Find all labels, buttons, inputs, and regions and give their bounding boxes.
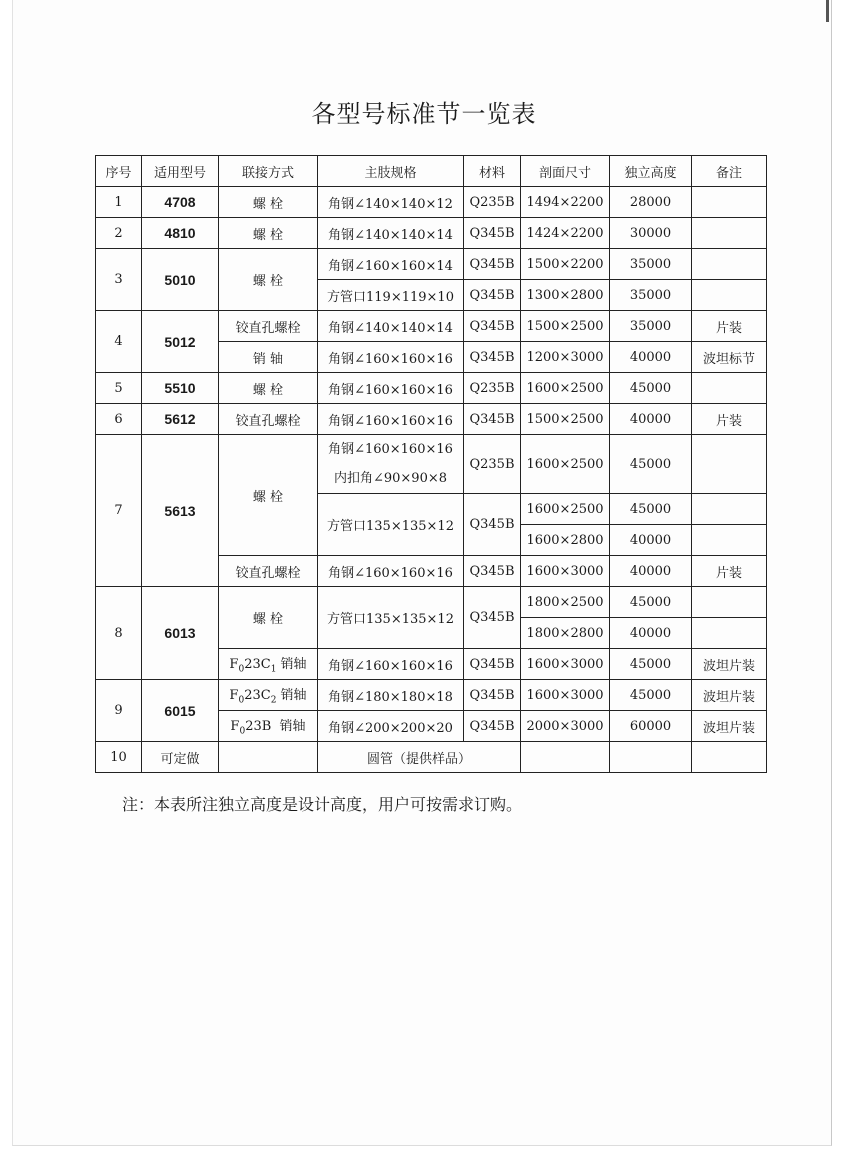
table-row <box>96 587 767 618</box>
cell-remark <box>692 249 767 280</box>
cell-connection: 铰直孔螺栓 <box>219 556 318 587</box>
cell-no: 8 <box>96 587 142 680</box>
cell-section: 1600×3000 <box>521 556 610 587</box>
cell-material: Q235B <box>464 373 521 404</box>
cell-main-spec: 角钢∠160×160×16 <box>318 404 464 435</box>
cell-main-spec: 角钢∠140×140×14 <box>318 218 464 249</box>
cell-section <box>521 742 610 773</box>
cell-remark <box>692 280 767 311</box>
cell-height: 45000 <box>610 435 692 494</box>
cell-height: 45000 <box>610 649 692 680</box>
header-section: 剖面尺寸 <box>521 156 610 187</box>
cell-connection: 螺 栓 <box>219 187 318 218</box>
table-row <box>96 187 767 218</box>
main-spec-line: 内扣角∠90×90×8 <box>333 471 448 486</box>
cell-section: 1800×2800 <box>521 618 610 649</box>
header-main-spec: 主肢规格 <box>318 156 464 187</box>
cell-material: Q345B <box>464 342 521 373</box>
cell-height: 35000 <box>610 249 692 280</box>
cell-main-spec: 角钢∠140×140×12 <box>318 187 464 218</box>
cell-remark <box>692 373 767 404</box>
cell-height: 40000 <box>610 404 692 435</box>
cell-section: 1800×2500 <box>521 587 610 618</box>
conn-text: 23C <box>244 657 271 673</box>
cell-remark <box>692 618 767 649</box>
cell-remark: 波坦标节 <box>692 342 767 373</box>
cell-height: 40000 <box>610 525 692 556</box>
cell-remark: 波坦片装 <box>692 680 767 711</box>
main-spec-line: 角钢∠160×160×16 <box>328 442 453 457</box>
cell-material: Q345B <box>464 311 521 342</box>
cell-section: 1500×2500 <box>521 311 610 342</box>
cell-main-spec: 角钢∠200×200×20 <box>318 711 464 742</box>
cell-height: 45000 <box>610 373 692 404</box>
cell-section: 2000×3000 <box>521 711 610 742</box>
cell-material: Q345B <box>464 711 521 742</box>
conn-text: 23C <box>244 688 271 704</box>
cell-section: 1500×2500 <box>521 404 610 435</box>
cell-main-spec: 圆管（提供样品） <box>318 742 521 773</box>
cell-main-spec: 方管口135×135×12 <box>318 494 464 556</box>
cell-material: Q345B <box>464 587 521 649</box>
cell-connection <box>219 649 318 680</box>
cell-height: 40000 <box>610 342 692 373</box>
cell-remark: 片装 <box>692 404 767 435</box>
cell-remark: 波坦片装 <box>692 649 767 680</box>
conn-text: F <box>229 657 239 673</box>
cell-height: 40000 <box>610 556 692 587</box>
cell-no: 10 <box>96 742 142 773</box>
cell-remark: 片装 <box>692 556 767 587</box>
cell-connection: 销 轴 <box>219 342 318 373</box>
cell-model: 5510 <box>142 373 219 404</box>
cell-model: 4810 <box>142 218 219 249</box>
conn-text: 23B 销轴 <box>245 719 306 735</box>
cell-material: Q345B <box>464 680 521 711</box>
cell-material: Q345B <box>464 556 521 587</box>
cell-model: 5612 <box>142 404 219 435</box>
cell-no: 5 <box>96 373 142 404</box>
table-row <box>96 249 767 280</box>
cell-height: 45000 <box>610 587 692 618</box>
conn-sub: 0 <box>239 726 246 737</box>
cell-remark <box>692 187 767 218</box>
cell-model: 5010 <box>142 249 219 311</box>
cell-section: 1600×2500 <box>521 494 610 525</box>
cell-connection: 螺 栓 <box>219 435 318 556</box>
header-no: 序号 <box>96 156 142 187</box>
table-row <box>96 373 767 404</box>
cell-connection: 铰直孔螺栓 <box>219 404 318 435</box>
cell-height: 30000 <box>610 218 692 249</box>
cell-model: 可定做 <box>142 742 219 773</box>
cell-remark: 波坦片装 <box>692 711 767 742</box>
cell-model: 5613 <box>142 435 219 587</box>
conn-sub: 1 <box>270 664 277 675</box>
cell-main-spec: 角钢∠160×160×16 <box>318 342 464 373</box>
cell-main-spec <box>318 435 464 494</box>
cell-main-spec: 方管口135×135×12 <box>318 587 464 649</box>
cell-remark <box>692 587 767 618</box>
cell-connection: 螺 栓 <box>219 373 318 404</box>
header-material: 材料 <box>464 156 521 187</box>
footnote: 注：本表所注独立高度是设计高度，用户可按需求订购。 <box>122 795 523 814</box>
cell-no: 3 <box>96 249 142 311</box>
conn-text: F <box>230 719 240 735</box>
header-connection: 联接方式 <box>219 156 318 187</box>
cell-remark <box>692 742 767 773</box>
cell-section: 1600×3000 <box>521 680 610 711</box>
cell-connection: 铰直孔螺栓 <box>219 311 318 342</box>
cell-remark <box>692 525 767 556</box>
cell-connection <box>219 680 318 711</box>
header-remark: 备注 <box>692 156 767 187</box>
cell-connection <box>219 711 318 742</box>
cell-section: 1200×3000 <box>521 342 610 373</box>
cell-section: 1300×2800 <box>521 280 610 311</box>
cell-main-spec: 方管口119×119×10 <box>318 280 464 311</box>
cell-height: 45000 <box>610 494 692 525</box>
cell-remark <box>692 218 767 249</box>
cell-height: 28000 <box>610 187 692 218</box>
cell-section: 1600×3000 <box>521 649 610 680</box>
conn-text: 销轴 <box>276 657 307 673</box>
scan-edge-mark <box>826 0 829 22</box>
cell-material: Q345B <box>464 249 521 280</box>
cell-model: 5012 <box>142 311 219 373</box>
table-row <box>96 311 767 342</box>
cell-material: Q345B <box>464 280 521 311</box>
cell-connection: 螺 栓 <box>219 218 318 249</box>
table-row <box>96 218 767 249</box>
cell-connection: 螺 栓 <box>219 587 318 649</box>
cell-remark <box>692 494 767 525</box>
cell-section: 1424×2200 <box>521 218 610 249</box>
conn-text: F <box>229 688 239 704</box>
conn-sub: 0 <box>238 664 245 675</box>
cell-main-spec: 角钢∠160×160×16 <box>318 373 464 404</box>
cell-material: Q345B <box>464 494 521 556</box>
cell-model: 4708 <box>142 187 219 218</box>
cell-main-spec: 角钢∠140×140×14 <box>318 311 464 342</box>
cell-remark: 片装 <box>692 311 767 342</box>
cell-model: 6015 <box>142 680 219 742</box>
cell-section: 1494×2200 <box>521 187 610 218</box>
cell-model: 6013 <box>142 587 219 680</box>
table-row <box>96 404 767 435</box>
cell-section: 1500×2200 <box>521 249 610 280</box>
cell-main-spec: 角钢∠160×160×16 <box>318 556 464 587</box>
cell-material: Q345B <box>464 218 521 249</box>
cell-height: 40000 <box>610 618 692 649</box>
cell-height: 35000 <box>610 280 692 311</box>
cell-connection: 螺 栓 <box>219 249 318 311</box>
cell-section: 1600×2800 <box>521 525 610 556</box>
cell-height: 35000 <box>610 311 692 342</box>
cell-material: Q235B <box>464 187 521 218</box>
table-row <box>96 742 767 773</box>
cell-no: 2 <box>96 218 142 249</box>
cell-height <box>610 742 692 773</box>
cell-no: 4 <box>96 311 142 373</box>
cell-no: 1 <box>96 187 142 218</box>
cell-main-spec: 角钢∠160×160×14 <box>318 249 464 280</box>
cell-height: 45000 <box>610 680 692 711</box>
cell-material: Q235B <box>464 435 521 494</box>
cell-main-spec: 角钢∠180×180×18 <box>318 680 464 711</box>
table-header-row <box>96 156 767 187</box>
cell-section: 1600×2500 <box>521 373 610 404</box>
cell-section: 1600×2500 <box>521 435 610 494</box>
conn-sub: 2 <box>270 695 277 706</box>
cell-material: Q345B <box>464 649 521 680</box>
spec-table <box>95 155 767 773</box>
table-row <box>96 680 767 711</box>
cell-main-spec: 角钢∠160×160×16 <box>318 649 464 680</box>
cell-no: 6 <box>96 404 142 435</box>
conn-text: 销轴 <box>276 688 307 704</box>
page-title: 各型号标准节一览表 <box>311 100 537 128</box>
conn-sub: 0 <box>238 695 245 706</box>
header-height: 独立高度 <box>610 156 692 187</box>
header-model: 适用型号 <box>142 156 219 187</box>
cell-height: 60000 <box>610 711 692 742</box>
cell-no: 7 <box>96 435 142 587</box>
cell-material: Q345B <box>464 404 521 435</box>
cell-remark <box>692 435 767 494</box>
cell-no: 9 <box>96 680 142 742</box>
cell-connection <box>219 742 318 773</box>
